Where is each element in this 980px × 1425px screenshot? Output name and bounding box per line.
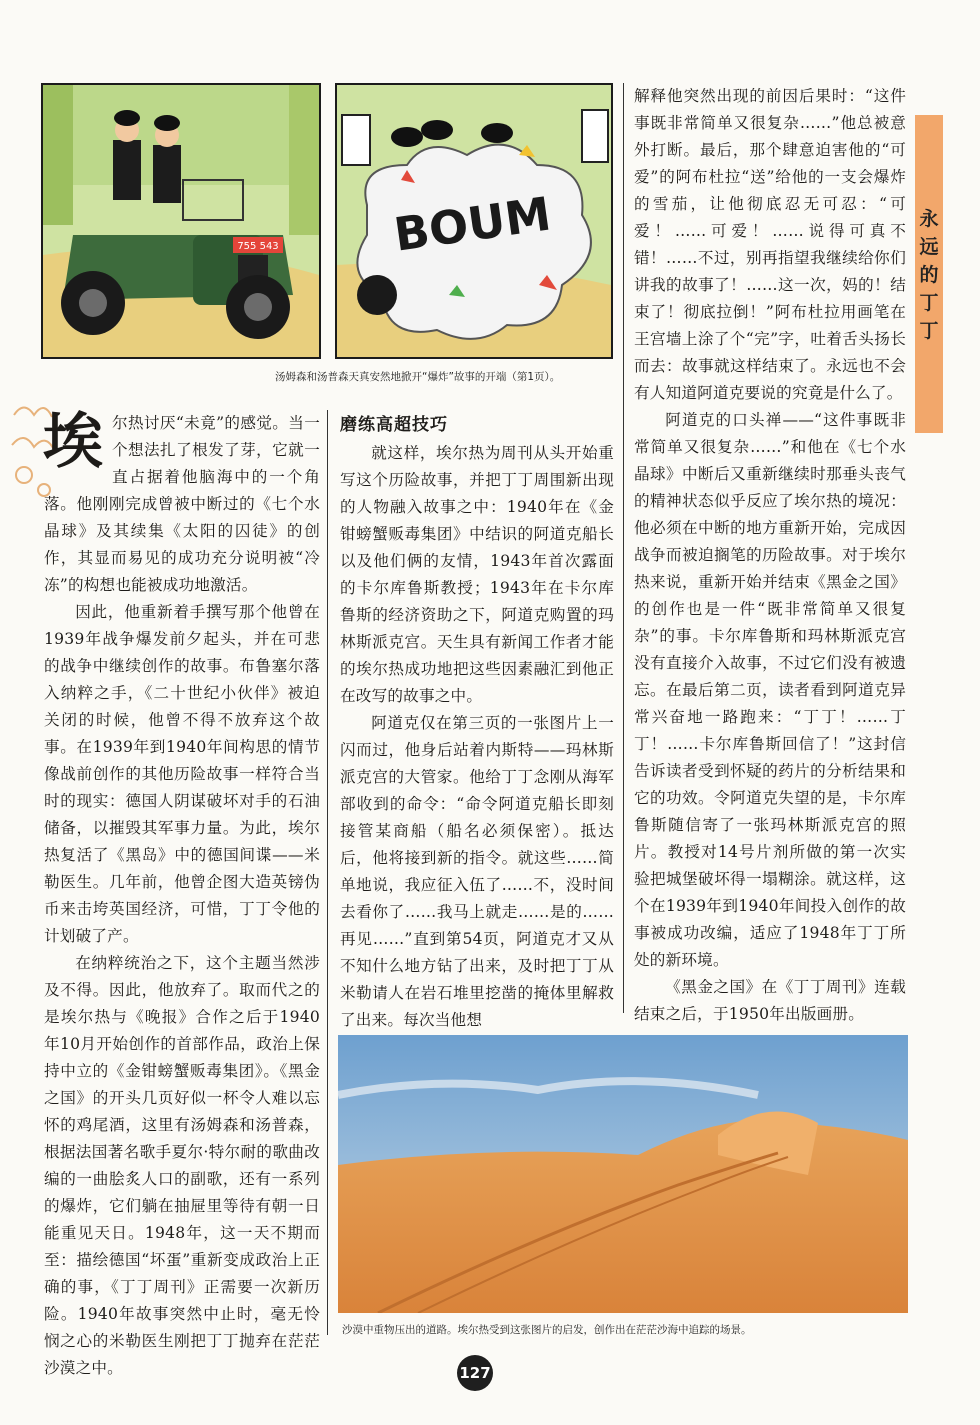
page-number: 127 — [457, 1355, 493, 1391]
side-tab-char: 丁 — [919, 320, 939, 342]
text-column-2 — [340, 410, 614, 1034]
side-tab-char: 远 — [919, 236, 939, 258]
boum-word: BOUM — [390, 186, 555, 262]
side-tab-char: 的 — [919, 264, 939, 286]
drop-cap: 埃 — [42, 407, 104, 477]
text-column-3 — [634, 83, 906, 1028]
col1-paragraph-2: 因此，他重新着手撰写那个他曾在1939年战争爆发前夕起头，并在可悲的战争中继续创作的故事。布鲁塞尔落入纳粹之手，《二十世纪小伙伴》被迫关闭的时候，他曾不得不放弃这个故事。在1939年到1940年间构思的情节像战前创作的其他历险故事一样符合当时的现实：德国人阴谋破坏对手的石油储备，以摧毁其军事力量。为此，埃尔热复活了《黑岛》中的德国间谍——米勒医生。几年前，他曾企图大造英镑伪币来击垮英国经济，可惜，丁丁令他的计划破了产。 — [44, 603, 320, 945]
comic-panel-car — [41, 83, 321, 359]
section-side-tab — [915, 115, 943, 433]
column-divider-2 — [623, 83, 624, 1013]
side-tab-char: 永 — [919, 208, 939, 230]
side-tab-char: 丁 — [919, 292, 939, 314]
comic-panel-boum — [335, 83, 613, 359]
col2-paragraph-1: 就这样，埃尔热为周刊从头开始重写这个历险故事，并把丁丁周围新出现的人物融入故事之中：1940年在《金钳螃蟹贩毒集团》中结识的阿道克船长以及他们俩的友情，1943年首次露面的卡尔库鲁斯教授；1943年在卡尔库鲁斯的经济资助之下，阿道克购置的玛林斯派克宫。天生具有新闻工作者才能的埃尔热成功地把这些因素融汇到他正在改写的故事之中。 — [340, 444, 614, 705]
column-divider-1 — [327, 410, 328, 1335]
col3-paragraph-2: 《黑金之国》在《丁丁周刊》连载结束之后，于1950年出版画册。 — [634, 978, 906, 1023]
car-illustration — [43, 85, 319, 357]
col3-paragraph-1: 阿道克的口头禅——“这件事既非常简单又很复杂……”和他在《七个水晶球》中断后又重新继续时那垂头丧气的精神状态似乎反应了埃尔热的境况：他必须在中断的地方重新开始，完成因战争而被迫搁笔的历险故事。对于埃尔热来说，重新开始并结束《黑金之国》的创作也是一件“既非常简单又很复杂”的事。卡尔库鲁斯和玛林斯派克宫没有直接介入故事，不过它们没有被遗忘。在最后第二页，读者看到阿道克异常兴奋地一路跑来：“丁丁！……丁丁！……卡尔库鲁斯回信了！”这封信告诉读者受到怀疑的药片的分析结果和它的功效。令阿道克失望的是，卡尔库鲁斯随信寄了一张玛林斯派克宫的照片。教授对14号片剂所做的第一次实验把城堡破坏得一塌糊涂。就这样，这个在1939年到1940年间投入创作的故事被成功改编，适应了1948年丁丁所处的新环境。 — [634, 411, 906, 969]
top-image-caption: 汤姆森和汤普森天真安然地掀开“爆炸”故事的开端（第1页）。 — [275, 371, 561, 383]
desert-photo — [338, 1035, 908, 1313]
text-column-1 — [42, 407, 320, 1382]
col2-paragraph-2: 阿道克仅在第三页的一张图片上一闪而过，他身后站着内斯特——玛林斯派克宫的大管家。他给丁丁念刚从海军部收到的命令：“命令阿道克船长即刻接管某商船（船名必须保密）。抵达后，他将接到新的指令。就这些……简单地说，我应征入伍了……不，没时间去看你了……我马上就走……是的……再见……”直到第54页，阿道克才又从不知什么地方钻了出来，及时把丁丁从米勒请人在岩石堆里挖凿的掩体里解救了出来。每次当他想 — [340, 714, 614, 1029]
col3-paragraph-0: 解释他突然出现的前因后果时：“这件事既非常简单又很复杂……”他总被意外打断。最后，那个肆意迫害他的“可爱”的阿布杜拉“送”给他的一支会爆炸的雪茄，让他彻底忍无可忍：“可爱！……可爱！……说得可真不错！……不过，别再指望我继续给你们讲我的故事了！……这一次，妈的！结束了！彻底拉倒！”阿布杜拉用画笔在王宫墙上涂了个“完”字，吐着舌头扬长而去：故事就这样结束了。永远也不会有人知道阿道克要说的究竟是什么了。 — [634, 87, 906, 402]
col1-paragraph-3: 在纳粹统治之下，这个主题当然涉及不得。因此，他放弃了。取而代之的是埃尔热与《晚报》合作之后于1940年10月开始创作的首部作品，政治上保持中立的《金钳螃蟹贩毒集团》。《黑金之国》的开头几页好似一杯令人难以忘怀的鸡尾酒，这里有汤姆森和汤普森，根据法国著名歌手夏尔·特尔耐的歌曲改编的一曲脍炙人口的副歌，还有一系列的爆炸，它们躺在抽屉里等待有朝一日能重见天日。1948年，这一天不期而至：描绘德国“坏蛋”重新变成政治上正确的事，《丁丁周刊》正需要一次新历险。1940年故事突然中止时，毫无怜悯之心的米勒医生刚把丁丁抛弃在茫茫沙漠之中。 — [44, 954, 320, 1377]
col1-paragraph-1 — [42, 407, 320, 599]
license-plate: 755 543 — [237, 241, 279, 252]
explosion-illustration — [337, 85, 611, 357]
desert-photo-caption: 沙漠中重物压出的道路。埃尔热受到这张图片的启发，创作出在茫茫沙海中追踪的场景。 — [342, 1324, 752, 1336]
desert-landscape-illustration — [338, 1035, 908, 1313]
section-heading: 磨练高超技巧 — [340, 415, 448, 435]
col1-lead-text: 尔热讨厌“未竟”的感觉。当一个想法扎了根发了芽，它就一直占据着他脑海中的一个角落。他刚刚完成曾被中断过的《七个水晶球》及其续集《太阳的囚徒》的创作，其显而易见的成功充分说明被“冷冻”的构想也能被成功地激活。 — [44, 414, 320, 594]
